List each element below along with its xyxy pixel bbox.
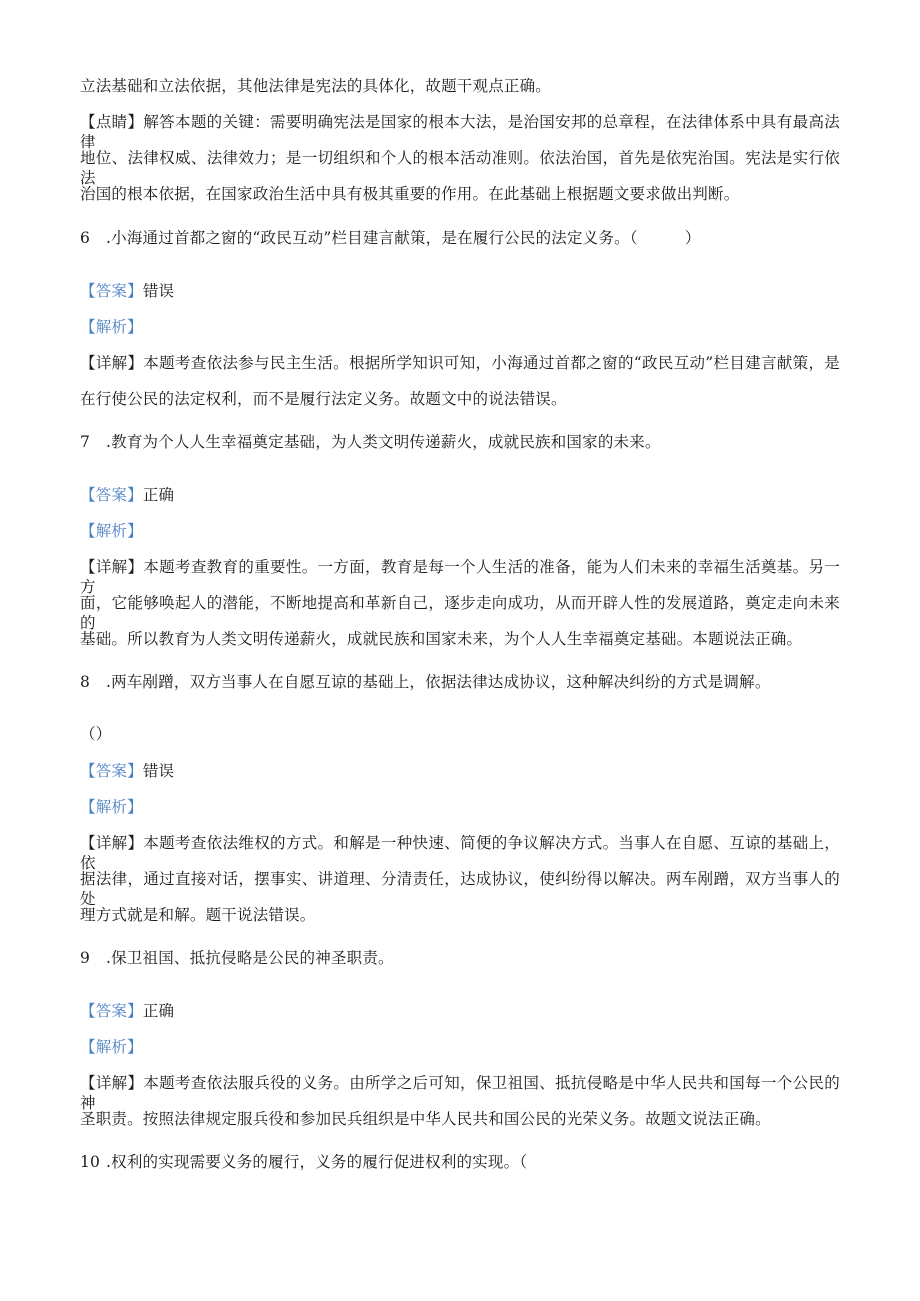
answer-line — [80, 281, 174, 301]
detail-tag: 【详解】 — [80, 354, 144, 372]
question-number: 6 — [80, 229, 91, 247]
question-text: .保卫祖国、抵抗侵略是公民的神圣职责。 — [106, 949, 394, 967]
question-7 — [80, 432, 661, 452]
detail-text-1: 本题考查依法服兵役的义务。由所学之后可知，保卫祖国、抵抗侵略是中华人民共和国每一个公民的神 — [80, 1074, 840, 1112]
paragraph-intro-tail: 立法基础和立法依据，其他法律是宪法的具体化，故题干观点正确。 — [80, 77, 552, 95]
answer-tag: 【答案】 — [80, 486, 143, 504]
detail-tag: 【详解】 — [80, 1074, 144, 1092]
answer-tag: 【答案】 — [80, 282, 143, 300]
answer-line — [80, 761, 174, 781]
question-text: .两车剐蹭，双方当事人在自愿互谅的基础上，依据法律达成协议，这种解决纠纷的方式是调解。 — [106, 673, 771, 691]
question-text: .小海通过首都之窗的“政民互动”栏目建言献策，是在履行公民的法定义务。（ ） — [106, 229, 701, 247]
answer-tag: 【答案】 — [80, 1002, 143, 1020]
question-number: 9 — [80, 949, 91, 967]
answer-value: 正确 — [142, 1002, 175, 1020]
detail-tag: 【详解】 — [80, 834, 144, 852]
question-9 — [80, 948, 394, 968]
detail-line-1 — [80, 353, 840, 373]
question-text: .权利的实现需要义务的履行，义务的履行促进权利的实现。（ — [106, 1153, 528, 1171]
dianjing-line-1 — [80, 112, 840, 152]
dianjing-line-3: 治国的根本依据，在国家政治生活中具有极其重要的作用。在此基础上根据题文要求做出判断。 — [80, 185, 740, 203]
question-text: .教育为个人人生幸福奠定基础，为人类文明传递薪火，成就民族和国家的未来。 — [106, 433, 661, 451]
dianjing-line-2: 地位、法律权威、法律效力；是一切组织和个人的根本活动准则。依法治国，首先是依宪治国。宪法是实行依法 — [80, 149, 840, 187]
analysis-tag: 【解析】 — [80, 798, 143, 816]
detail-line-2: 圣职责。按照法律规定服兵役和参加民兵组织是中华人民共和国公民的光荣义务。故题文说法正确。 — [80, 1110, 771, 1128]
question-number: 8 — [80, 673, 91, 691]
question-10 — [80, 1152, 527, 1172]
analysis-tag: 【解析】 — [80, 522, 143, 540]
analysis-tag: 【解析】 — [80, 318, 143, 336]
detail-text-1: 本题考查依法维权的方式。和解是一种快速、简便的争议解决方式。当事人在自愿、互谅的基础上，依 — [80, 834, 840, 872]
detail-line-1 — [80, 833, 840, 873]
answer-value: 错误 — [142, 762, 175, 780]
detail-line-3: 基础。所以教育为人类文明传递薪火，成就民族和国家未来，为个人人生幸福奠定基础。本题说法正确。 — [80, 630, 803, 648]
detail-line-2: 据法律，通过直接对话，摆事实、讲道理、分清责任，达成协议，使纠纷得以解决。两车剐蹭，双方当事人的处 — [80, 870, 840, 908]
analysis-tag: 【解析】 — [80, 1038, 143, 1056]
question-number: 7 — [80, 433, 91, 451]
answer-value: 错误 — [142, 282, 175, 300]
detail-line-2: 面，它能够唤起人的潜能，不断地提高和革新自己，逐步走向成功，从而开辟人性的发展道路，奠定走向未来的 — [80, 594, 840, 632]
answer-line — [80, 485, 174, 505]
question-8-paren: （） — [80, 725, 112, 743]
detail-line-1 — [80, 1073, 840, 1113]
detail-text-1: 本题考查教育的重要性。一方面，教育是每一个人生活的准备，能为人们未来的幸福生活奠基。另一方 — [80, 558, 840, 596]
question-8 — [80, 672, 771, 692]
detail-tag: 【详解】 — [80, 558, 144, 576]
answer-line — [80, 1001, 174, 1021]
detail-line-1 — [80, 557, 840, 597]
question-number: 10 — [80, 1153, 101, 1171]
dianjing-text-1: 解答本题的关键：需要明确宪法是国家的根本大法，是治国安邦的总章程，在法律体系中具有最高法律 — [80, 113, 840, 151]
detail-line-3: 理方式就是和解。题干说法错误。 — [80, 906, 316, 924]
detail-line-2: 在行使公民的法定权利，而不是履行法定义务。故题文中的说法错误。 — [80, 390, 567, 408]
dianjing-tag: 【点睛】 — [80, 113, 144, 131]
answer-tag: 【答案】 — [80, 762, 143, 780]
question-6 — [80, 228, 701, 248]
detail-text-1: 本题考查依法参与民主生活。根据所学知识可知，小海通过首都之窗的“政民互动”栏目建言献策，是 — [143, 354, 840, 372]
answer-value: 正确 — [142, 486, 175, 504]
